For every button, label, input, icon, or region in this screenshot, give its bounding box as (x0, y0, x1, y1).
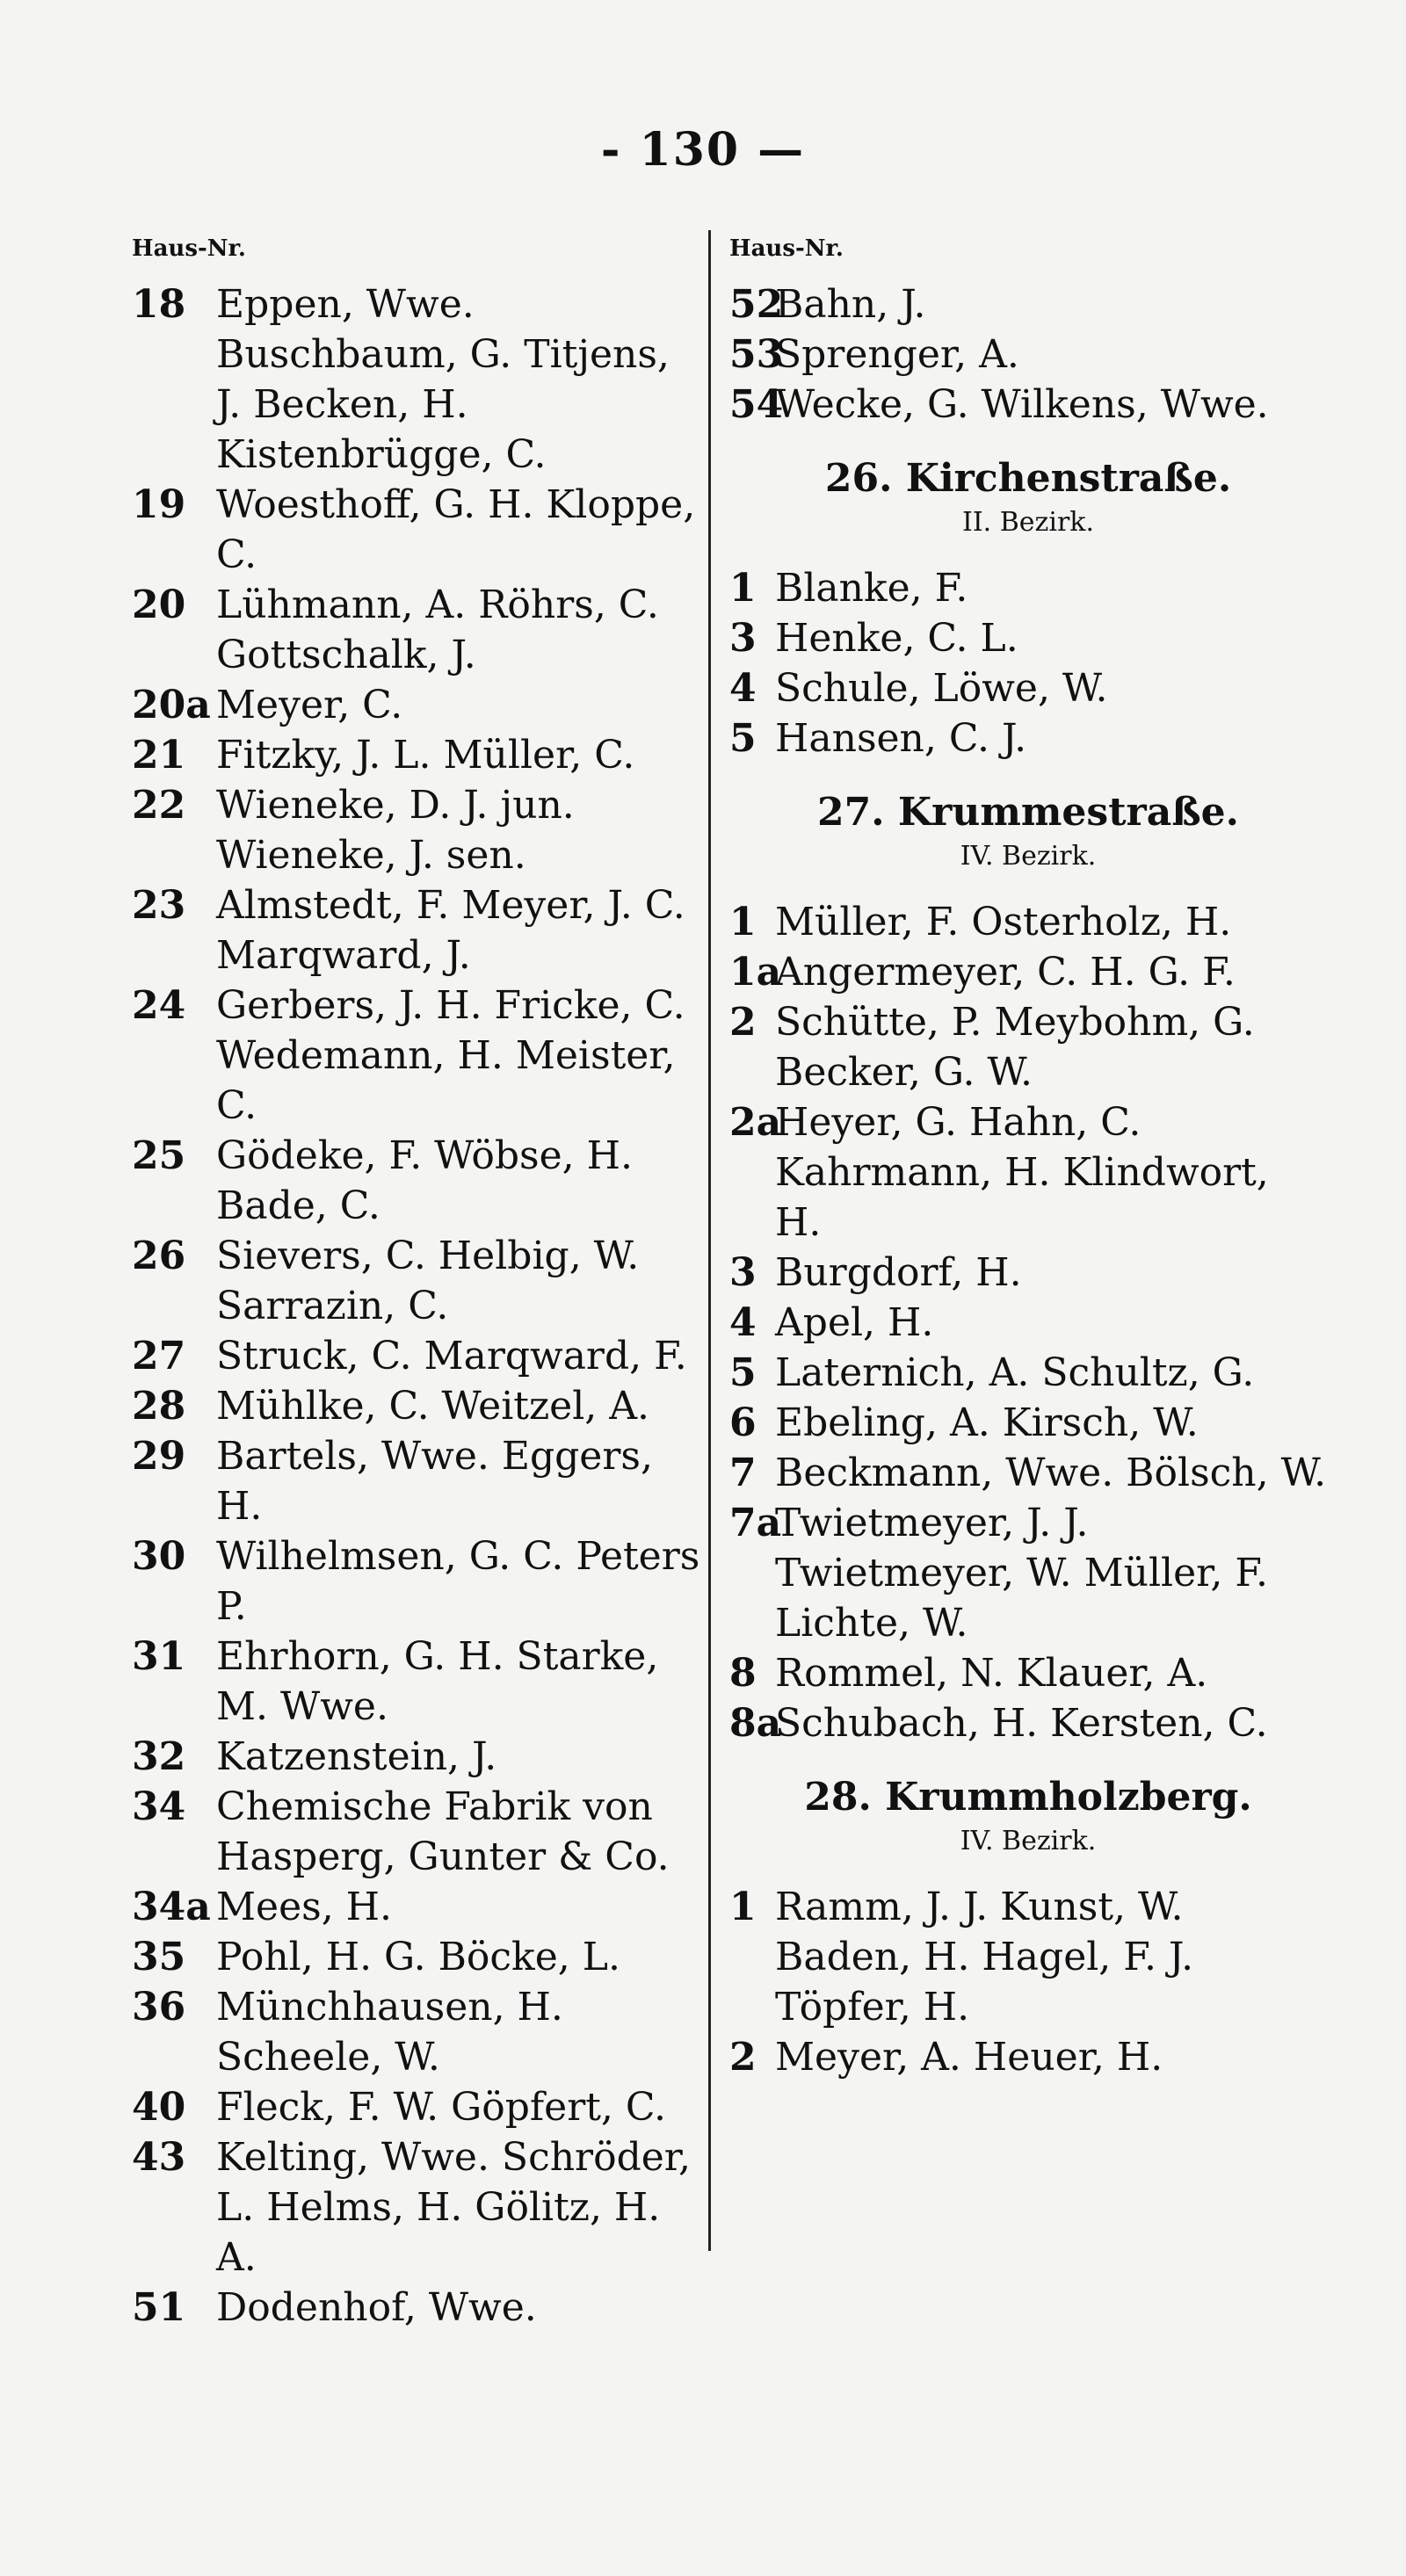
house-number: 35 (132, 1935, 186, 1979)
list-item (132, 1331, 703, 1381)
list-item (132, 480, 703, 580)
house-number: 43 (132, 2135, 186, 2180)
list-item (132, 2082, 703, 2132)
list-item (132, 1431, 703, 1531)
list-item (132, 279, 703, 480)
resident-names: Sievers, C. Helbig, W. Sarrazin, C. (216, 1234, 640, 1328)
resident-names: Eppen, Wwe. Buschbaum, G. Titjens, J. Becken, H. Kistenbrügge, C. (216, 282, 670, 477)
house-number: 1 (729, 566, 757, 611)
house-number: 30 (132, 1534, 186, 1579)
house-number: 26 (132, 1234, 186, 1278)
house-number: 51 (132, 2285, 186, 2330)
list-item (729, 613, 1327, 663)
list-item (132, 1131, 703, 1231)
list-item (729, 947, 1327, 997)
house-number: 36 (132, 1985, 186, 2030)
resident-names: Müller, F. Osterholz, H. (775, 900, 1232, 944)
resident-names: Kelting, Wwe. Schröder, L. Helms, H. Gölitz, H. A. (216, 2135, 691, 2280)
list-item (729, 1298, 1327, 1348)
resident-names: Ramm, J. J. Kunst, W. Baden, H. Hagel, F. J. Töpfer, H. (775, 1885, 1194, 2030)
resident-names: Sprenger, A. (775, 332, 1019, 377)
house-number: 2a (729, 1100, 782, 1145)
list-item (132, 2283, 703, 2333)
house-number: 25 (132, 1133, 186, 1178)
house-number: 2 (729, 2035, 757, 2080)
resident-names: Twietmeyer, J. J. Twietmeyer, W. Müller, F. Lichte, W. (775, 1501, 1268, 1646)
resident-names: Bahn, J. (775, 282, 926, 327)
list-item (729, 1448, 1327, 1498)
list-item (132, 2132, 703, 2283)
list-item (132, 1882, 703, 1932)
house-number: 31 (132, 1634, 186, 1679)
list-item (132, 680, 703, 730)
resident-names: Henke, C. L. (775, 616, 1018, 661)
house-number: 7 (729, 1451, 757, 1495)
resident-names: Gerbers, J. H. Fricke, C. Wedemann, H. Meister, C. (216, 983, 685, 1128)
house-number: 5 (729, 716, 757, 761)
list-item (729, 997, 1327, 1097)
list-item (132, 1982, 703, 2082)
resident-names: Chemische Fabrik von Hasperg, Gunter & Co. (216, 1784, 670, 1879)
resident-names: Schütte, P. Meybohm, G. Becker, G. W. (775, 1000, 1255, 1095)
resident-names: Wilhelmsen, G. C. Peters P. (216, 1534, 700, 1629)
resident-names: Katzenstein, J. (216, 1734, 497, 1779)
house-number: 54 (729, 382, 784, 427)
resident-names: Hansen, C. J. (775, 716, 1027, 761)
list-item (729, 2032, 1327, 2082)
list-item (729, 279, 1327, 329)
section-title: 27. Krummestraße. (817, 790, 1239, 835)
house-number: 8 (729, 1651, 757, 1696)
list-item (132, 880, 703, 980)
resident-names: Meyer, A. Heuer, H. (775, 2035, 1163, 2080)
resident-names: Woesthoff, G. H. Kloppe, C. (216, 482, 696, 577)
right-column (729, 279, 1327, 2082)
house-number: 27 (132, 1334, 186, 1378)
house-number: 29 (132, 1434, 186, 1479)
list-item (729, 663, 1327, 713)
resident-names: Blanke, F. (775, 566, 968, 611)
left-column (132, 279, 703, 2333)
house-number: 34a (132, 1885, 211, 1929)
house-number: 3 (729, 1250, 757, 1295)
list-item (132, 1231, 703, 1331)
list-item (729, 1882, 1327, 2032)
list-item (729, 329, 1327, 380)
list-item (729, 1648, 1327, 1698)
list-item (132, 1632, 703, 1732)
house-number: 8a (729, 1701, 782, 1746)
list-item (729, 713, 1327, 763)
resident-names: Meyer, C. (216, 683, 403, 727)
resident-names: Burgdorf, H. (775, 1250, 1022, 1295)
section-district: II. Bezirk. (961, 507, 1095, 538)
resident-names: Fitzky, J. L. Müller, C. (216, 733, 635, 778)
house-number: 52 (729, 282, 784, 327)
resident-names: Dodenhof, Wwe. (216, 2285, 537, 2330)
resident-names: Münchhausen, H. Scheele, W. (216, 1985, 563, 2080)
house-number: 28 (132, 1384, 186, 1429)
section-district: IV. Bezirk. (960, 1826, 1097, 1856)
list-item (729, 1097, 1327, 1248)
house-number: 23 (132, 883, 186, 928)
resident-names: Almstedt, F. Meyer, J. C. Marqward, J. (216, 883, 685, 978)
house-number: 4 (729, 666, 757, 711)
list-item (132, 1732, 703, 1782)
house-number: 21 (132, 733, 186, 778)
resident-names: Fleck, F. W. Göpfert, C. (216, 2085, 666, 2130)
list-item (729, 380, 1327, 430)
resident-names: Lühmann, A. Röhrs, C. Gottschalk, J. (216, 582, 659, 677)
house-number: 1 (729, 900, 757, 944)
house-number: 7a (729, 1501, 782, 1545)
house-number: 1 (729, 1885, 757, 1929)
house-number: 32 (132, 1734, 186, 1779)
house-number: 40 (132, 2085, 186, 2130)
section-title: 28. Krummholzberg. (804, 1775, 1252, 1820)
resident-names: Schubach, H. Kersten, C. (775, 1701, 1268, 1746)
list-item (132, 1932, 703, 1982)
house-number: 22 (132, 783, 186, 828)
section-title: 26. Kirchenstraße. (824, 456, 1232, 501)
page-number: - 130 — (600, 123, 806, 177)
list-item (729, 1498, 1327, 1648)
resident-names: Beckmann, Wwe. Bölsch, W. (775, 1451, 1327, 1495)
column-head-right: Haus-Nr. (729, 235, 844, 262)
section-district: IV. Bezirk. (960, 841, 1097, 872)
column-head-left: Haus-Nr. (132, 235, 246, 262)
resident-names: Heyer, G. Hahn, C. Kahrmann, H. Klindwort, H. (775, 1100, 1269, 1245)
resident-names: Rommel, N. Klauer, A. (775, 1651, 1208, 1696)
list-item (132, 780, 703, 880)
house-number: 24 (132, 983, 186, 1028)
house-number: 20a (132, 683, 211, 727)
list-item (729, 1348, 1327, 1398)
list-item (132, 1531, 703, 1632)
resident-names: Struck, C. Marqward, F. (216, 1334, 687, 1378)
resident-names: Bartels, Wwe. Eggers, H. (216, 1434, 653, 1529)
resident-names: Mees, H. (216, 1885, 393, 1929)
resident-names: Ebeling, A. Kirsch, W. (775, 1400, 1199, 1445)
list-item (132, 1381, 703, 1431)
house-number: 1a (729, 950, 782, 995)
resident-names: Apel, H. (775, 1300, 934, 1345)
list-item (729, 1248, 1327, 1298)
resident-names: Wecke, G. Wilkens, Wwe. (775, 382, 1269, 427)
resident-names: Mühlke, C. Weitzel, A. (216, 1384, 650, 1429)
resident-names: Laternich, A. Schultz, G. (775, 1350, 1255, 1395)
house-number: 34 (132, 1784, 186, 1829)
list-item (132, 1782, 703, 1882)
house-number: 3 (729, 616, 757, 661)
list-item (729, 563, 1327, 613)
house-number: 19 (132, 482, 186, 527)
list-item (729, 1698, 1327, 1748)
list-item (132, 980, 703, 1131)
house-number: 18 (132, 282, 186, 327)
resident-names: Ehrhorn, G. H. Starke, M. Wwe. (216, 1634, 659, 1729)
list-item (729, 897, 1327, 947)
list-item (729, 1398, 1327, 1448)
column-divider (708, 230, 711, 2251)
house-number: 4 (729, 1300, 757, 1345)
resident-names: Pohl, H. G. Böcke, L. (216, 1935, 620, 1979)
resident-names: Gödeke, F. Wöbse, H. Bade, C. (216, 1133, 634, 1228)
house-number: 53 (729, 332, 784, 377)
house-number: 2 (729, 1000, 757, 1045)
resident-names: Wieneke, D. J. jun. Wieneke, J. sen. (216, 783, 575, 878)
resident-names: Angermeyer, C. H. G. F. (775, 950, 1236, 995)
house-number: 6 (729, 1400, 757, 1445)
list-item (132, 580, 703, 680)
resident-names: Schule, Löwe, W. (775, 666, 1108, 711)
house-number: 20 (132, 582, 186, 627)
list-item (132, 730, 703, 780)
house-number: 5 (729, 1350, 757, 1395)
